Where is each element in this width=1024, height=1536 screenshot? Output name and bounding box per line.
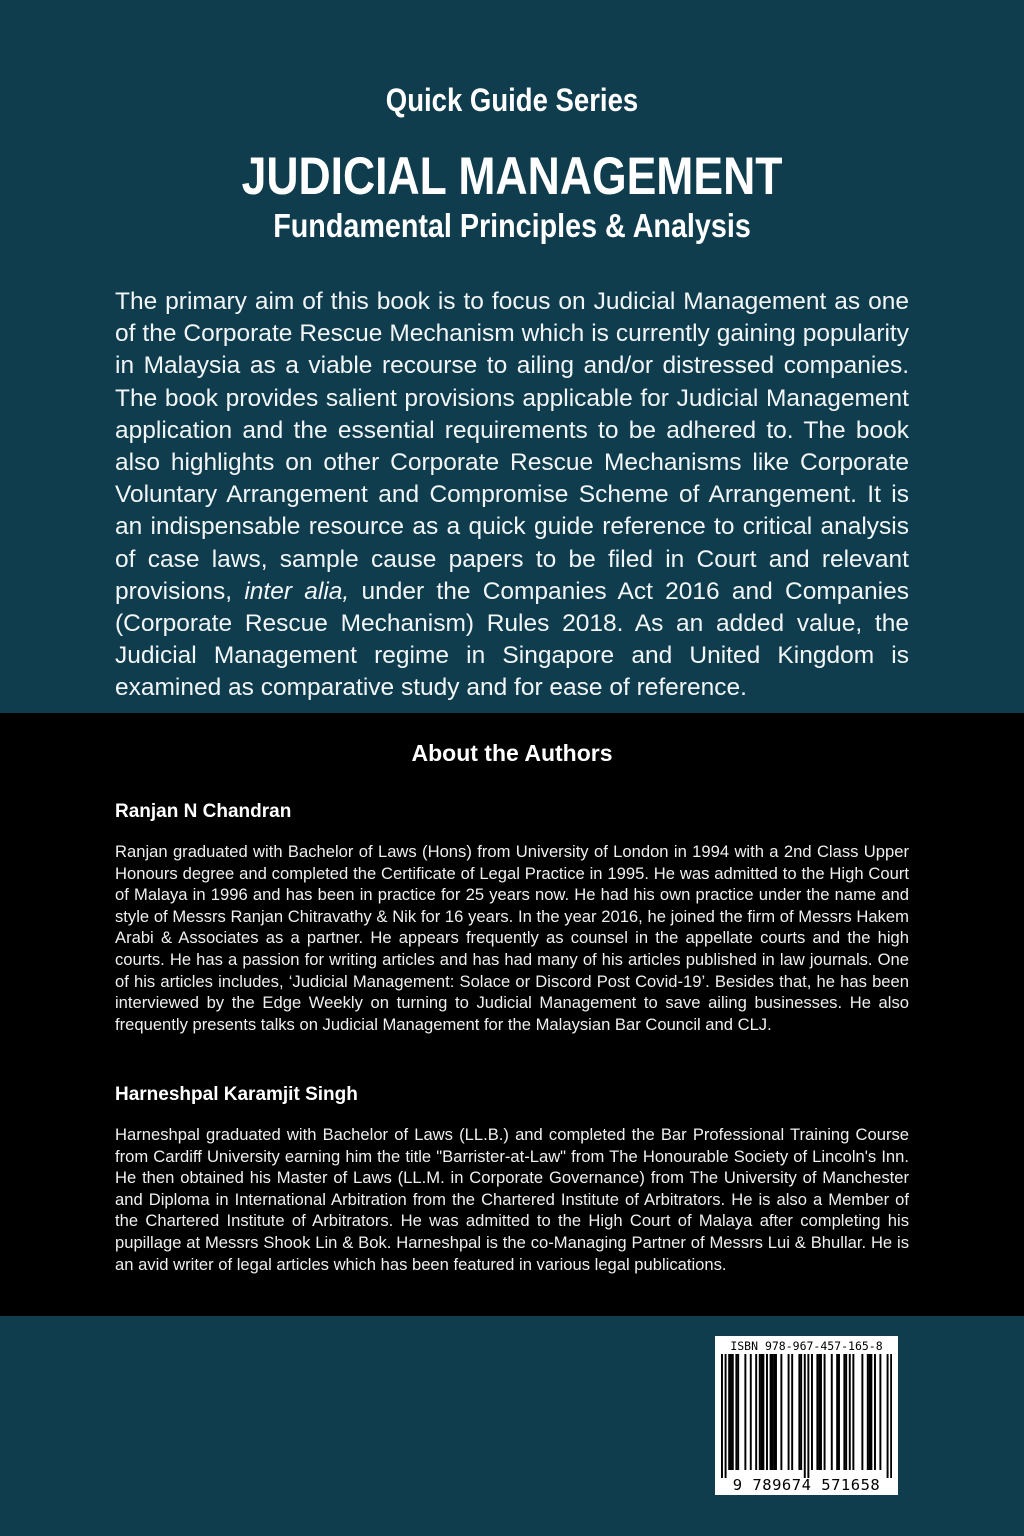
author-name-1: Ranjan N Chandran [115,801,292,822]
book-title: JUDICIAL MANAGEMENT [241,147,783,206]
barcode-bar [750,1354,752,1470]
barcode-bar [874,1354,876,1470]
cover-top-panel [0,0,1024,713]
barcode-bar [735,1354,737,1470]
barcode-bar [761,1354,763,1470]
isbn-barcode [715,1336,898,1495]
barcode-bar [773,1354,775,1470]
barcode-digits: 9 789674 571658 [732,1476,881,1494]
authors-heading: About the Authors [411,740,613,766]
barcode-bar [890,1354,892,1478]
barcode-bar [730,1354,732,1470]
barcode-bar [732,1354,734,1470]
barcode-bar [861,1354,863,1470]
barcode-bar [845,1354,847,1470]
barcode-bar [836,1354,838,1470]
blurb-text-part2: under the Companies Act 2016 and Companies (Corporate Rescue Mechanism) Rules 2018. As an added value, the Judicial Management regime in Singapore and United Kingdom is examined as comparative study and for ease of reference. [115,577,909,702]
barcode-bar [867,1354,869,1470]
barcode-bar [824,1354,826,1470]
barcode-bar [771,1354,773,1470]
barcode-bar [725,1354,727,1478]
blurb-italic: inter alia, [244,577,350,605]
about-authors-panel [0,713,1024,1316]
barcode-bar [721,1354,723,1478]
barcode-bar [807,1354,809,1478]
barcode-bar [843,1354,845,1470]
barcode-bar [887,1354,889,1478]
blurb-text-part1: The primary aim of this book is to focus on Judicial Management as one of the Corporate Rescue Mechanism which is currently gaining popularity in Malaysia as a viable recourse to ailing and/or distressed companies. The book provides salient provisions applicable for Judicial Management application and the essential requirements to be adhered to. The book also highlights on other Corporate Rescue Mechanisms like Corporate Voluntary Arrangement and Compromise Scheme of Arrangement. It is an indispensable resource as a quick guide reference to critical analysis of case laws, sample cause papers to be filed in Court and relevant provisions, [115,288,909,605]
isbn-number: ISBN 978-967-457-165-8 [730,1339,883,1353]
barcode-bar [804,1354,806,1478]
author-bio-2: Harneshpal graduated with Bachelor of Laws (LL.B.) and completed the Bar Professional Training Course from Cardiff University earning him the title "Barrister-at-Law" from The Honourable Society of Lincoln's Inn. He then obtained his Master of Laws (LL.M. in Corporate Governance) from The University of Manchester and Diploma in International Arbitration from the Chartered Institute of Arbitrators. He is also a Member of the Chartered Institute of Arbitrators. He was admitted to the High Court of Malaya after completing his pupillage at Messrs Shook Lin & Bok. Harneshpal is the co-Managing Partner of Messrs Lui & Bhullar. He is an avid writer of legal articles which has been featured in various legal publications. [115,1125,909,1274]
barcode-bar [728,1354,730,1470]
author-bio-1: Ranjan graduated with Bachelor of Laws (Hons) from University of London in 1994 with a 2nd Class Upper Honours degree and completed the Certificate of Legal Practice in 1995. He was admitted to the High Court of Malaya in 1996 and has been in practice for 25 years now. He had his own practice under the name and style of Messrs Ranjan Chitravathy & Nik for 16 years. In the year 2016, he joined the firm of Messrs Hakem Arabi & Associates as a partner. He appears frequently as counsel in the appellate courts and the high courts. He has a passion for writing articles and has had many of his articles published in law journals. One of his articles includes, ‘Judicial Management: Solace or Discord Post Covid-19’. Besides that, he has been interviewed by the Edge Weekly on turning to Judicial Management to save ailing businesses. He also frequently presents talks on Judicial Management for the Malaysian Bar Council and CLJ. [115,842,909,1034]
series-label: Quick Guide Series [385,82,639,118]
book-blurb [115,286,909,705]
barcode-bars [721,1354,892,1478]
barcode-bar [879,1354,881,1470]
barcode-bar [831,1354,833,1470]
barcode-bar [737,1354,739,1470]
barcode-bar [816,1354,818,1470]
barcode-bar [798,1354,800,1470]
barcode-bar [811,1354,813,1470]
barcode-bar [759,1354,761,1470]
barcode-bar [766,1354,768,1470]
barcode-bar [820,1354,822,1470]
barcode-bar [869,1354,871,1470]
barcode-bar [755,1354,757,1470]
book-subtitle: Fundamental Principles & Analysis [273,207,751,244]
author-name-2: Harneshpal Karamjit Singh [115,1084,358,1105]
barcode-bar [744,1354,746,1470]
barcode-bar [780,1354,782,1470]
barcode-bar [791,1354,793,1470]
barcode-bar [788,1354,790,1470]
barcode-bar [849,1354,851,1470]
barcode-bar [800,1354,802,1470]
barcode-bar [818,1354,820,1470]
barcode-bar [775,1354,777,1470]
barcode-bar [852,1354,854,1470]
barcode-bar [870,1354,872,1470]
barcode-bar [838,1354,840,1470]
barcode-bar [770,1354,772,1470]
barcode-bar [762,1354,764,1470]
